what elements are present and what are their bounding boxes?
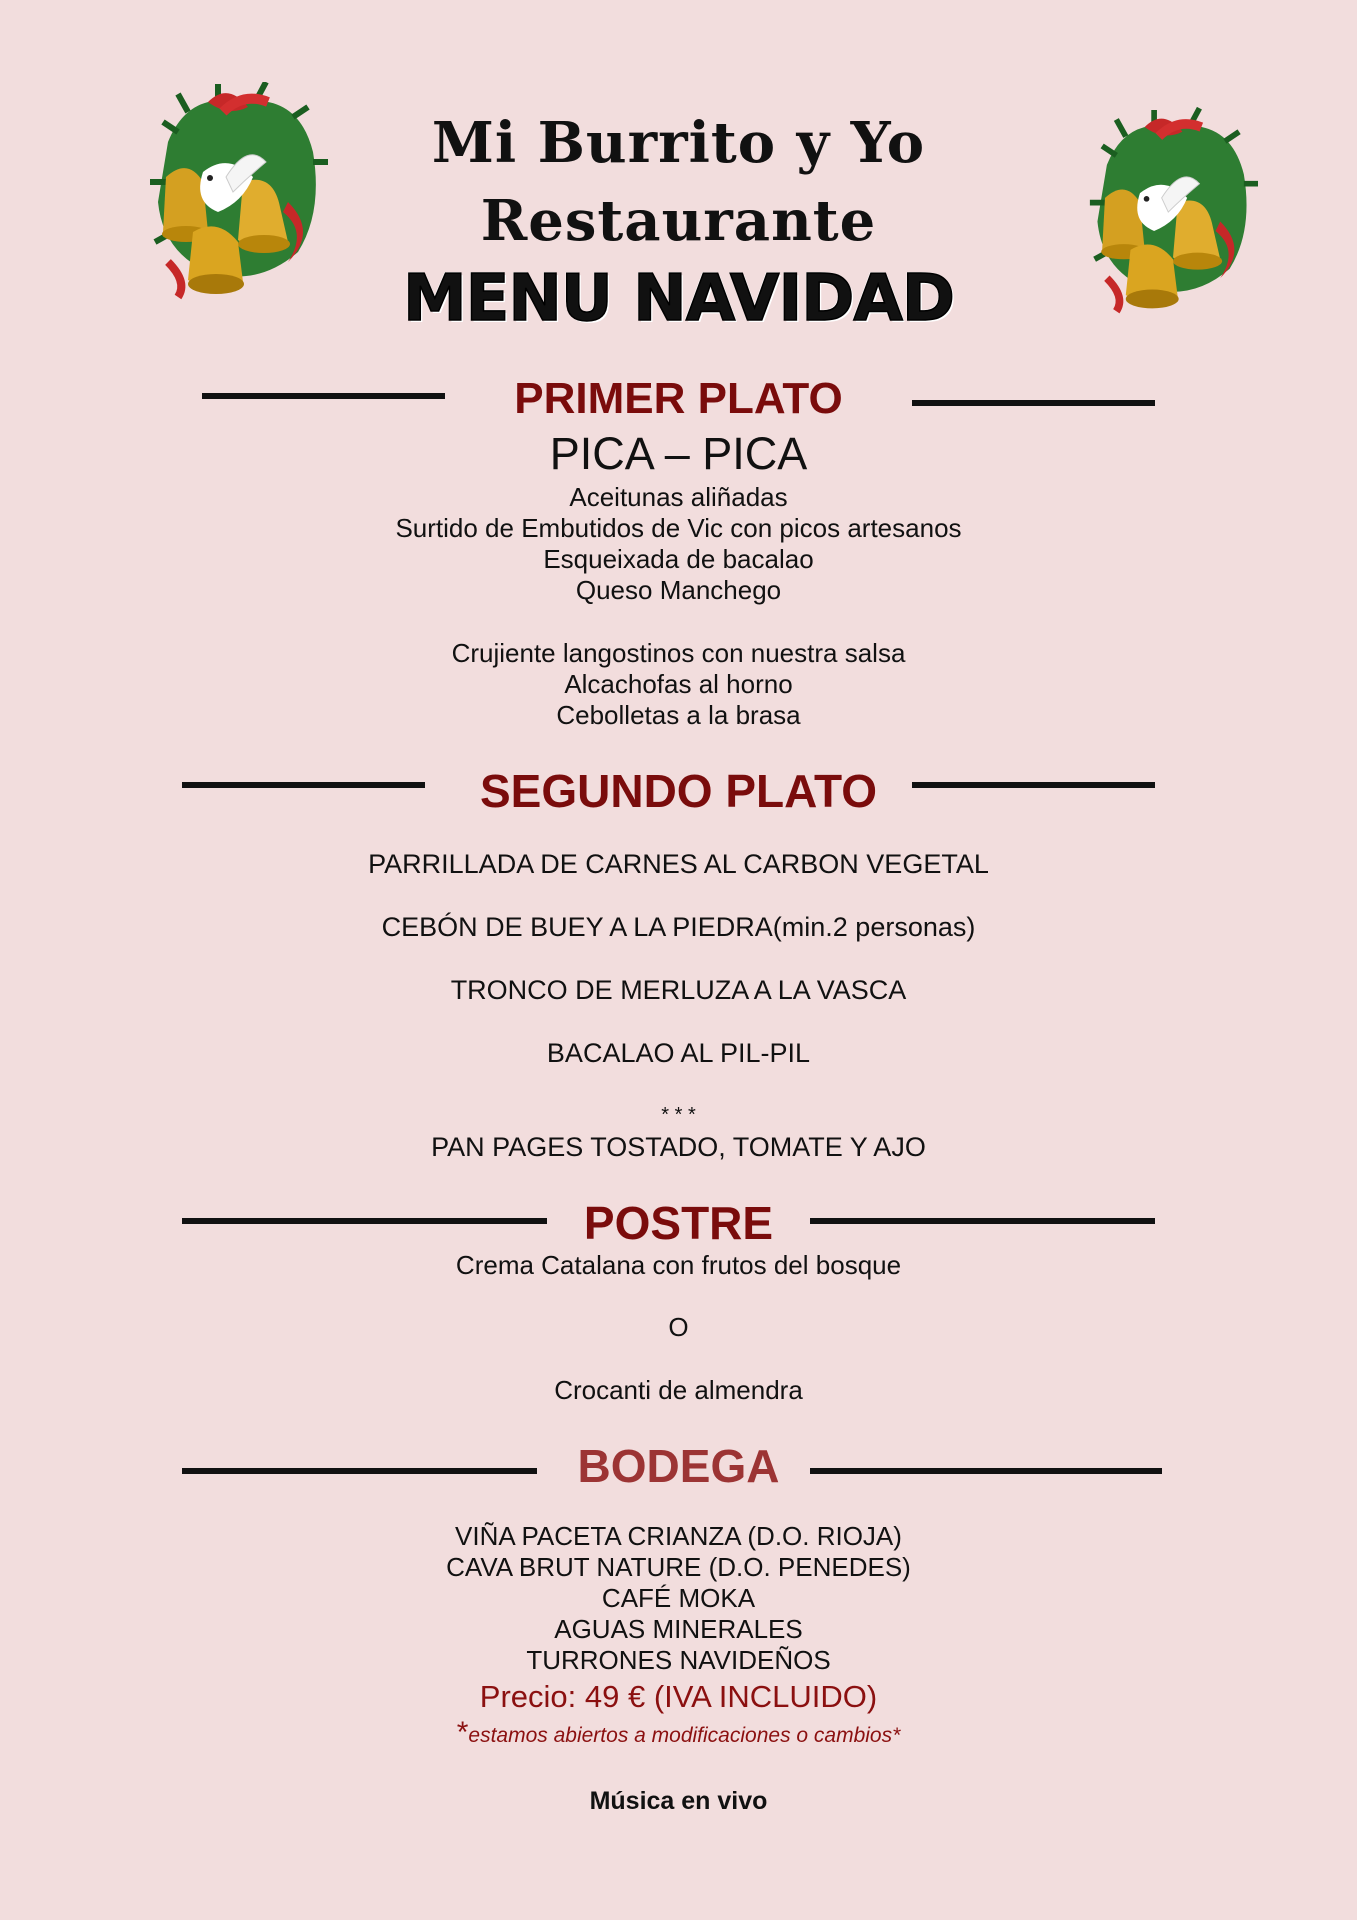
list-item: AGUAS MINERALES <box>554 1614 803 1644</box>
list-item: O <box>668 1312 689 1342</box>
price: Precio: 49 € (IVA INCLUIDO) <box>479 1679 878 1714</box>
list-item: TURRONES NAVIDEÑOS <box>526 1645 831 1675</box>
list-item: PARRILLADA DE CARNES AL CARBON VEGETAL <box>368 849 989 879</box>
modification-note <box>0 1716 1357 1750</box>
separator-stars: * * * <box>661 1104 696 1126</box>
section-title-postre: POSTRE <box>583 1197 774 1249</box>
list-item: Alcachofas al horno <box>564 669 793 699</box>
note-star: * <box>456 1716 469 1749</box>
section-title-bodega: BODEGA <box>577 1440 780 1492</box>
list-item: PAN PAGES TOSTADO, TOMATE Y AJO <box>431 1132 926 1162</box>
list-item: CAVA BRUT NATURE (D.O. PENEDES) <box>446 1552 911 1582</box>
list-item: TRONCO DE MERLUZA A LA VASCA <box>450 975 907 1005</box>
list-item: Crocanti de almendra <box>554 1375 803 1405</box>
list-item: Crema Catalana con frutos del bosque <box>455 1250 902 1280</box>
restaurant-name: Mi Burrito y Yo <box>431 110 926 176</box>
footer-live-music: Música en vivo <box>589 1787 768 1815</box>
list-item: CAFÉ MOKA <box>601 1583 756 1613</box>
section-title-primer-plato: PRIMER PLATO <box>514 374 843 423</box>
list-item: BACALAO AL PIL-PIL <box>546 1038 811 1068</box>
restaurant-subtitle: Restaurante <box>480 188 877 254</box>
list-item: Surtido de Embutidos de Vic con picos artesanos <box>395 513 962 543</box>
menu-title: MENU NAVIDAD <box>402 262 955 336</box>
list-item: Queso Manchego <box>575 575 782 605</box>
list-item: Aceitunas aliñadas <box>569 482 788 512</box>
list-item: Esqueixada de bacalao <box>543 544 814 574</box>
list-item: CEBÓN DE BUEY A LA PIEDRA(min.2 personas) <box>381 912 976 942</box>
section-title-segundo-plato: SEGUNDO PLATO <box>480 765 877 817</box>
pica-pica-heading: PICA – PICA <box>549 428 808 479</box>
note-text: estamos abiertos a modificaciones o cambios* <box>468 1724 901 1747</box>
list-item: VIÑA PACETA CRIANZA (D.O. RIOJA) <box>455 1521 902 1551</box>
list-item: Crujiente langostinos con nuestra salsa <box>451 638 906 668</box>
list-item: Cebolletas a la brasa <box>556 700 801 730</box>
